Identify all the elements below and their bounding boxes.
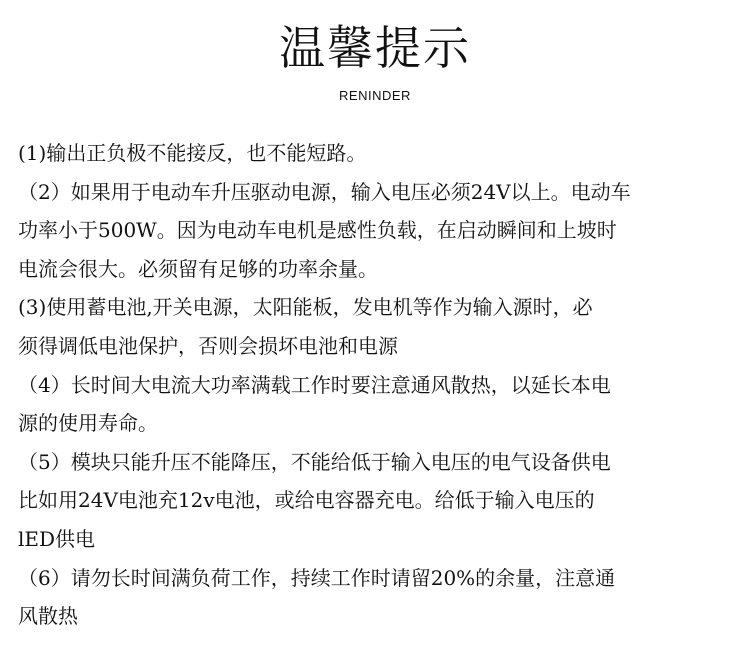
notice-item-4-line-2: 源的使用寿命。 [18, 411, 158, 436]
notice-item-5-line-3: lED供电 [18, 526, 96, 551]
notice-list [18, 134, 734, 636]
notice-item-2-line-3: 电流会很大。必须留有足够的功率余量。 [18, 256, 378, 281]
notice-item-6 [18, 559, 734, 636]
notice-item-2-line-1: （2）如果用于电动车升压驱动电源，输入电压必须24V以上。电动车 [18, 179, 631, 204]
page-title: 温馨提示 [279, 21, 471, 75]
page-subtitle: RENINDER [339, 88, 411, 103]
notice-item-6-line-1: （6）请勿长时间满负荷工作，持续工作时请留20%的余量，注意通 [18, 565, 616, 590]
notice-item-6-line-2: 风散热 [18, 604, 78, 629]
notice-item-2 [18, 173, 734, 289]
notice-item-3 [18, 288, 734, 365]
notice-item-4-line-1: （4）长时间大电流大功率满载工作时要注意通风散热，以延长本电 [18, 372, 611, 397]
notice-item-5 [18, 443, 734, 559]
notice-item-2-line-2: 功率小于500W。因为电动车电机是感性负载，在启动瞬间和上坡时 [18, 218, 617, 243]
notice-item-3-line-2: 须得调低电池保护，否则会损坏电池和电源 [18, 333, 398, 358]
notice-item-1-line-1: (1)输出正负极不能接反，也不能短路。 [18, 141, 367, 165]
notice-item-5-line-2: 比如用24V电池充12v电池，或给电容器充电。给低于输入电压的 [18, 488, 595, 513]
notice-item-4 [18, 366, 734, 443]
notice-item-5-line-1: （5）模块只能升压不能降压，不能给低于输入电压的电气设备供电 [18, 449, 611, 474]
notice-item-1 [18, 134, 734, 173]
notice-item-3-line-1: (3)使用蓄电池,开关电源，太阳能板，发电机等作为输入源时，必 [18, 295, 593, 320]
